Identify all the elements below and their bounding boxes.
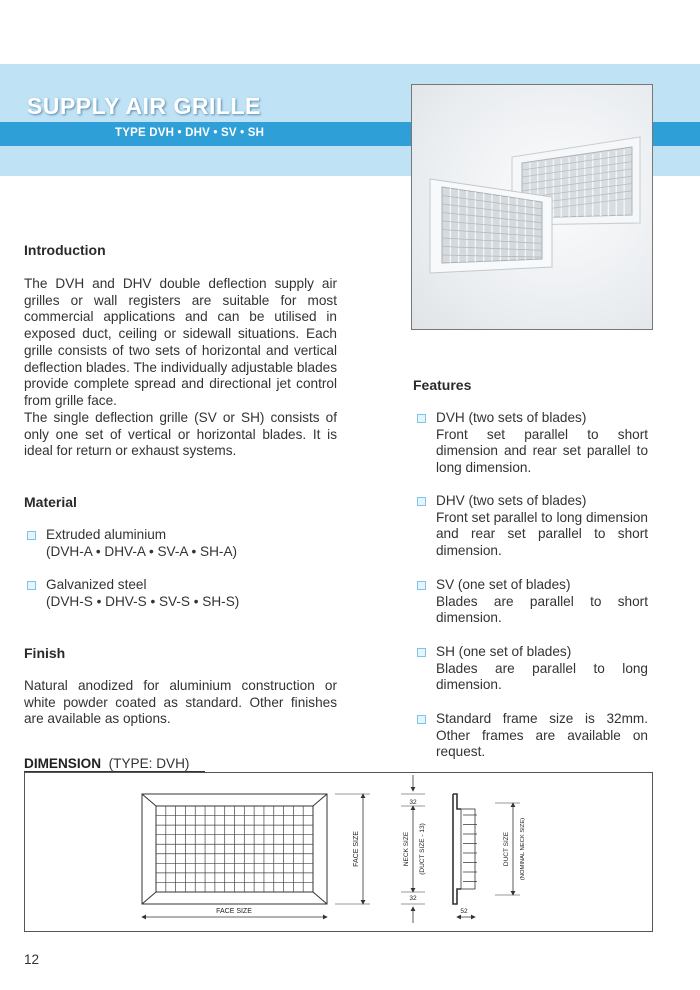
feature-text: Front set parallel to long dimension and rear set parallel to short dimension. — [436, 509, 648, 559]
duct-size-note: (NOMINAL NECK SIZE) — [520, 817, 526, 881]
page-subtitle: TYPE DVH • DHV • SV • SH — [115, 127, 265, 139]
feature-text: Blades are parallel to short dimension. — [436, 593, 648, 626]
material-heading: Material — [24, 494, 77, 510]
material-item-label: Extruded aluminium — [46, 527, 167, 542]
introduction-heading: Introduction — [24, 242, 106, 258]
bullet-icon — [27, 581, 36, 590]
dimension-drawing — [25, 773, 652, 931]
feature-item — [436, 644, 648, 694]
bullet-icon — [417, 715, 426, 724]
duct-size-label: DUCT SIZE — [503, 831, 510, 867]
feature-text: Standard frame size is 32mm. Other frames are available on request. — [436, 711, 648, 760]
feature-text: Front set parallel to short dimension and rear set parallel to long dimension. — [436, 426, 648, 476]
page-number: 12 — [24, 952, 40, 967]
dim-bottom-label: 32 — [409, 895, 417, 902]
feature-item — [436, 410, 648, 477]
features-heading: Features — [413, 377, 472, 393]
bullet-icon — [417, 414, 426, 423]
dimension-diagram — [24, 772, 653, 932]
bullet-icon — [417, 581, 426, 590]
feature-title: SV (one set of blades) — [436, 577, 571, 592]
face-size-label: FACE SIZE — [216, 908, 252, 915]
grille-illustration — [412, 85, 652, 329]
feature-title: DVH (two sets of blades) — [436, 410, 587, 425]
feature-title: SH (one set of blades) — [436, 644, 572, 659]
dim-top-label: 32 — [409, 799, 417, 806]
material-item-codes: (DVH-S • DHV-S • SV-S • SH-S) — [46, 594, 240, 609]
finish-text: Natural anodized for aluminium construction or white powder coated as standard. Other finishes are available as options. — [24, 678, 337, 727]
bullet-icon — [417, 497, 426, 506]
neck-size-label: NECK SIZE — [403, 831, 410, 867]
page-title: SUPPLY AIR GRILLE — [27, 93, 261, 119]
bullet-icon — [417, 648, 426, 657]
feature-item — [436, 711, 648, 761]
dim-depth-label: 52 — [460, 908, 468, 915]
feature-title: DHV (two sets of blades) — [436, 493, 587, 508]
face-size-vertical-label: FACE SIZE — [353, 831, 360, 867]
introduction-paragraph-2: The single deflection grille (SV or SH) consists of only one set of vertical or horizontal blades. It is ideal for return or exhaust systems. — [24, 410, 337, 459]
product-photo — [411, 84, 653, 330]
feature-item — [436, 577, 648, 627]
feature-item — [436, 493, 648, 560]
introduction-paragraph-1: The DVH and DHV double deflection supply air grilles or wall registers are suitable for most commercial applications and can be utilised in exposed duct, ceiling or sidewall situations. Each grille consists of two sets of horizontal and vertical deflection blades. The individually adjustable blades provide complete spread and directional jet control from grille face. — [24, 276, 337, 408]
material-item-codes: (DVH-A • DHV-A • SV-A • SH-A) — [46, 544, 238, 559]
material-item-label: Galvanized steel — [46, 577, 147, 592]
bullet-icon — [27, 531, 36, 540]
dimension-type: (TYPE: DVH) — [108, 756, 190, 771]
dimension-title: DIMENSION — [24, 756, 102, 771]
feature-text: Blades are parallel to long dimension. — [436, 660, 648, 693]
neck-size-note: (DUCT SIZE - 13) — [419, 823, 426, 875]
finish-heading: Finish — [24, 645, 66, 661]
dimension-heading — [24, 756, 189, 771]
